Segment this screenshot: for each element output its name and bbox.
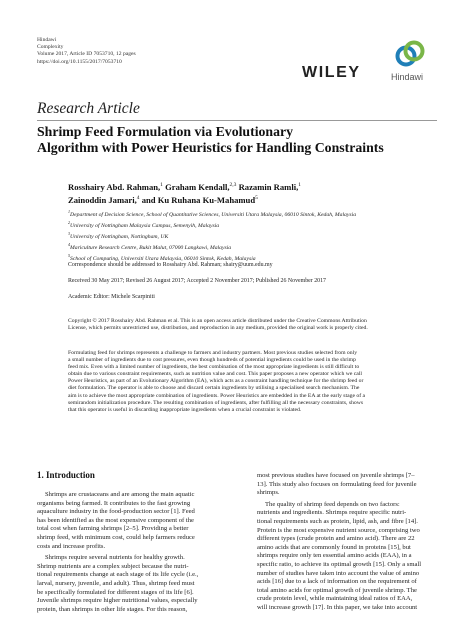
body-text-line: Shrimps are crustaceans and are among the main aquatic: [45, 491, 195, 498]
body-text-line: shrimp feed, with minimum cost, could help farmers reduce: [37, 533, 195, 541]
author-affiliation-mark: 1: [298, 182, 302, 188]
body-text-line: nutrients and ingredients. Shrimps require specific nutri-: [257, 509, 407, 517]
author-affiliation-mark: 1: [160, 182, 163, 188]
academic-editor: Academic Editor: Michele Scarpiniti: [68, 294, 155, 300]
body-text-line: number of studies have taken into account the value of amino: [257, 569, 420, 577]
affiliation: $^5$School of Computing, Universiti Utara Malaysia, 06010 Sintok, Kedah, Malaysia: [68, 252, 256, 262]
journal-doi[interactable]: https://doi.org/10.1155/2017/7053710: [37, 58, 122, 65]
body-text-line: Shrimps require several nutrients for healthy growth.: [45, 554, 185, 562]
body-text-line: amino acids that are commonly found in proteins [15], but: [257, 543, 411, 551]
journal-volume: Volume 2017, Article ID 7053710, 12 pages: [37, 51, 136, 58]
copyright-notice: Copyright © 2017 Rosshairy Abd. Rahman et al. This is an open access article distributed under the Creative Commons Attribution License, which permits unrestricted use, distribution, and reproduction in any medium, provided the original work is properly cited.: [68, 318, 368, 332]
author-name[interactable]: Zainoddin Jamari,: [68, 194, 137, 205]
journal-info: [37, 37, 136, 66]
paper-title: [37, 124, 437, 156]
affiliation: $^3$University of Nottingham, Nottingham, UK: [68, 230, 169, 240]
correspondence: Correspondence should be addressed to Rosshairy Abd. Rahman; shairy@uum.edu.my: [68, 262, 273, 268]
body-column-right: [257, 472, 452, 613]
body-text-line: tional requirements such as protein, lipid, ash, and fibre [14].: [257, 517, 418, 525]
publication-dates: Received 30 May 2017; Revised 26 August 2017; Accepted 2 November 2017; Published 26 November 2017: [68, 278, 327, 284]
author-line: [68, 180, 438, 193]
author-affiliation-mark: 4: [136, 194, 140, 201]
title-line: Algorithm with Power Heuristics for Handling Constraints: [37, 140, 384, 155]
journal-name: Complexity: [37, 44, 64, 51]
body-text-line: Juvenile shrimps require higher nutritional values, especially: [37, 597, 198, 605]
hindawi-logo-icon: [395, 39, 425, 69]
affiliation: $^1$Department of Decision Science, School of Quantitative Sciences, Universiti Utara Malaysia, 06010 Sintok, Kedah, Malaysia: [68, 209, 357, 218]
body-text-line: total cost when farming shrimps [2–5]. Providing a better: [37, 525, 189, 533]
body-text-line: larval, nursery, juvenile, and adult). Thus, shrimp feed must: [37, 579, 195, 587]
body-text-line: The quality of shrimp feed depends on two factors:: [265, 500, 400, 508]
article-type: Research Article: [37, 100, 140, 117]
section-heading-introduction: 1. Introduction: [37, 470, 95, 480]
author-name[interactable]: Razamin Ramli,: [238, 181, 299, 192]
affiliations: [68, 208, 448, 263]
body-text-line: different types (crude protein and amino acid). There are 22: [257, 535, 415, 543]
body-text-line: shrimps.: [257, 489, 280, 497]
author-name[interactable]: and Ku Ruhana Ku-Mahamud: [141, 194, 256, 205]
author-name[interactable]: Rosshairy Abd. Rahman,: [68, 181, 161, 192]
body-text-line: 13]. This study also focuses on formulating feed for juvenile: [257, 480, 417, 488]
affiliation: $^2$University of Nottingham Malaysia Campus, Semenyih, Malaysia: [68, 219, 220, 229]
affiliation: $^4$Mariculture Research Centre, Bukit Malut, 07000 Langkawi, Malaysia: [68, 241, 232, 251]
body-text-line: will increase growth [17]. In this paper, we take into account: [257, 603, 418, 611]
author-affiliation-mark: 5: [255, 194, 258, 201]
author-name[interactable]: Graham Kendall,: [165, 181, 230, 192]
divider: [37, 120, 437, 121]
author-line: [68, 193, 438, 206]
author-affiliation-mark: 2,3: [229, 182, 237, 188]
wiley-logo: WILEY: [302, 64, 361, 81]
body-text-line: tional requirements change at each stage of its life cycle (i.e.,: [37, 571, 199, 579]
body-text-line: specific ratio, to achieve its optimal growth [15]. Only a small: [257, 560, 422, 568]
body-text-line: shrimps require only ten essential amino acids (EAA), in a: [257, 552, 412, 560]
body-text-line: costs and increase profits.: [37, 542, 106, 550]
body-text-line: has been identified as the most expensive component of the: [37, 516, 194, 524]
body-text-line: Protein is the most expensive nutrient source, comprising two: [257, 526, 420, 534]
body-text-line: organisms being farmed. It contributes to the fast growing: [37, 499, 191, 507]
body-text-line: acids [16] due to a lack of information on the requirement of: [257, 578, 417, 586]
body-text-line: be specifically formulated for different stages of its life [6].: [37, 588, 194, 596]
journal-publisher: Hindawi: [37, 37, 57, 43]
body-text-line: total amino acids for optimal growth of juvenile shrimp. The: [257, 586, 417, 594]
body-text-line: crude protein level, while maintaining ideal ratios of EAA,: [257, 595, 413, 603]
body-text-line: most previous studies have focused on juvenile shrimps [7–: [257, 472, 415, 479]
hindawi-wordmark: Hindawi: [391, 72, 424, 82]
body-text-line: protein, than shrimps in other life stages. For this reason,: [37, 605, 188, 613]
body-column-left: [37, 491, 232, 614]
abstract: Formulating feed for shrimps represents a challenge to farmers and industry partners. Most previous studies selected from only a small number of ingredients due to cost pressures, even though hundreds of potential ingredients could be used in the shrimp feed mix. Even with a limited number of ingredients, the best combination of the most appropriate ingredients is still difficult to obtain due to various constraint requirements, such as nutrition value and cost. This paper proposes a new operator which we call Power Heuristics, as part of an Evolutionary Algorithm (EA), which acts as a constraint handling technique for the shrimp feed or diet formulation. The operator is able to choose and discard certain ingredients by utilising a specialised search mechanism. The aim is to achieve the most appropriate combination of ingredients. Power Heuristics are embedded in the EA at the early stage of a semirandom initialization procedure. The resulting combination of ingredients, after fulfilling all the necessary constraints, shows that this operator is useful in discarding inappropriate ingredients when a crucial constraint is violated.: [68, 350, 366, 413]
title-line: Shrimp Feed Formulation via Evolutionary: [37, 124, 294, 139]
body-text-line: aquaculture industry in the food-production sector [1]. Feed: [37, 508, 195, 516]
body-text-line: Shrimp nutrients are a complex subject because the nutri-: [37, 562, 189, 570]
author-list: [68, 180, 438, 206]
